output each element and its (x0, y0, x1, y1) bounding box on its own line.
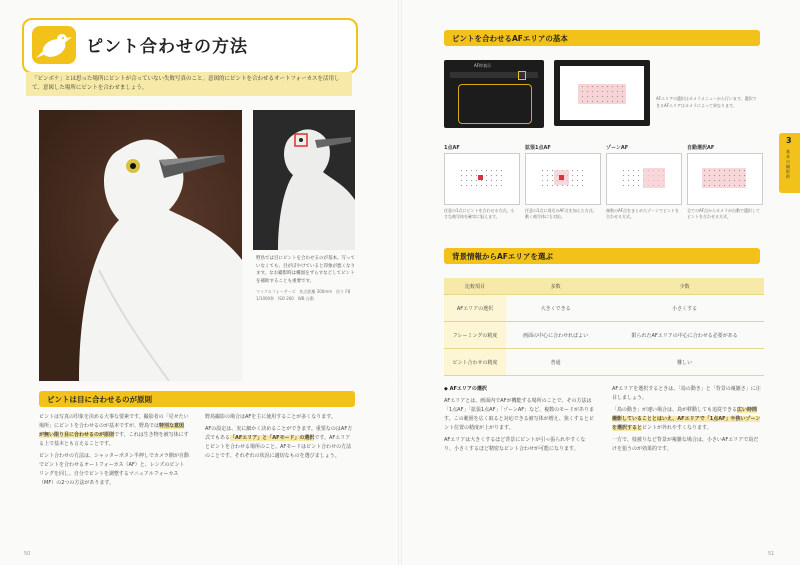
table-cell: 限られたAFエリアの中心に合わせる必要がある (605, 322, 764, 349)
camera-screen-right (554, 60, 650, 126)
section-heading-right-2-text: 背景情報からAFエリアを選ぶ (452, 252, 553, 261)
af-frame-outline (458, 84, 532, 124)
left-col2-para2: AFの設定は、実に細かく決めることができます。重要なのはAF方式でもある (205, 426, 353, 441)
caption-text: 野鳥では目にピントを合わせるのが基本。写っていなくても、目がぼやけていると印象が悪くなります。なお撮影時は構図をずらすなどしてピントを補助することも重要です。 (256, 256, 355, 284)
right-col1-para2: AFエリアは大きくするほど背景にピントが引っ張られやすくなり、小さくするほど精密なピント合わせが可能になります。 (444, 437, 586, 452)
right-col2-para2b: ピントが外れやすくなります。 (642, 425, 712, 431)
left-column-1 (39, 413, 189, 491)
right-column-1 (444, 385, 594, 457)
af-mode-card-4 (687, 144, 761, 220)
chapter-tab-label: 基本の撮影術 (786, 149, 790, 179)
af-mode-desc: 全てのAF点からカメラが自動で選択してピントを合わせる方式。 (687, 208, 761, 219)
section-heading-right-1-text: ピントを合わせるAFエリアの基本 (452, 34, 568, 43)
af-mode-card-2 (525, 144, 599, 220)
photo-caption (256, 255, 356, 302)
af-point-grid (580, 84, 624, 104)
table-header: 少数 (605, 278, 764, 295)
af-mode-label: 自動選択AF (687, 145, 715, 151)
table-row-label: ピント合わせの精度 (444, 349, 506, 376)
comparison-table (444, 278, 764, 376)
af-mode-frame (444, 153, 520, 205)
left-col1-highlight: 特別な意図が無い限り目に合わせるのが原則 (39, 423, 185, 438)
af-screen-label: AF枠表示 (474, 63, 492, 68)
af-mode-label: 拡張1点AF (525, 145, 551, 151)
af-mode-desc: 複数のAF点をまとめたゾーンでピントを合わせる方式。 (606, 208, 679, 219)
section-heading-right-1 (444, 30, 760, 46)
right-col2-highlight: 広い時間撮影していることとはいえ、AFエリアで「1点AF」や狭いゾーンを選択すると (612, 407, 761, 431)
right-col1-para1: AFエリアとは、画面内でAFが機能する場所のことで、その方法は「1点AF」「拡張1点AF」「ゾーンAF」など、複数のモードがあります。この範囲を広く取ると対応できる被写体が増え、狭くするとピント位置の精度が上がります。 (444, 398, 594, 431)
table-row (444, 322, 764, 349)
table-cell: 画面の中心に合わせればよい (506, 322, 605, 349)
left-col1-para1: ピントは写真の印象を決める大事な要素です。撮影者の「見せたい場所」にピントを合わせるのが基本ですが、野鳥では (39, 414, 189, 429)
left-col2-para1: 野鳥撮影の場合はAFを主に使用することが多くなります。 (205, 414, 336, 420)
right-sub-heading: ◆ AFエリアの選択 (444, 386, 487, 392)
af-selected-icon (518, 71, 526, 80)
af-active-point (559, 175, 564, 180)
camera-screen-left (444, 60, 544, 128)
table-header-row (444, 278, 764, 295)
egret-crop-photo (253, 110, 355, 250)
intro-text: 「ピンボケ」とは思った場所にピントが合っていない失敗写真のこと。意図的にピントを合わせるオートフォーカスを活用して、意図した場所にピントを合わせましょう。 (26, 72, 352, 96)
title-box (22, 18, 358, 74)
photo-settings: マイクロフォーサーズ 焦点距離 300mm 絞り F8 1/1000秒 ISO 200 WB 自動 (256, 289, 355, 301)
right-sub-heading-text: AFエリアの選択 (449, 386, 487, 392)
left-col1-para1b: です。これは生き物を被写体にする上で基本とも言えることです。 (39, 432, 189, 447)
af-dots (702, 168, 746, 188)
table-row-label: AFエリアの選択 (444, 295, 506, 322)
af-mode-frame (606, 153, 682, 205)
egret-photo (39, 110, 242, 381)
af-mode-label: ゾーンAF (606, 145, 629, 151)
af-mode-desc: 任意の1点にピントを合わせる方式。小さな被写体を確実に狙えます。 (444, 208, 515, 219)
gutter (398, 0, 402, 565)
right-column-2 (612, 385, 762, 457)
page-number-right: 51 (768, 551, 775, 557)
af-mode-frame (687, 153, 763, 205)
table-row (444, 349, 764, 376)
af-mode-desc: 任意の1点に周辺のAF点を加えた方式。動く被写体にも対応。 (525, 208, 597, 219)
section-heading-left-text: ピントは目に合わせるのが原則 (47, 395, 152, 404)
right-col2-para1: AFエリアを選択するときは、「鳥の動き」と「背景の複雑さ」に注目しましょう。 (612, 386, 761, 401)
table-header: 多数 (506, 278, 605, 295)
af-mode-card-3 (606, 144, 680, 220)
table-row-label: フレーミングの精度 (444, 322, 506, 349)
right-col2-para3: 一方で、枝被りなど背景が複雑な場合は、小さいAFエリアで鳥だけを狙うのが効果的です。 (612, 437, 759, 452)
left-col2-highlight: 「AFエリア」と「AFモード」の選択 (230, 435, 315, 441)
table-cell: 小さくする (605, 295, 764, 322)
chapter-tab (779, 133, 800, 193)
table-cell: 大きくできる (506, 295, 605, 322)
chapter-tab-number: 3 (786, 136, 792, 145)
right-col2-para2: 「鳥の動き」が速い場合は、鳥が移動しても追従できる (612, 407, 738, 413)
af-active-area (643, 168, 665, 188)
af-active-point (478, 175, 483, 180)
table-row (444, 295, 764, 322)
af-mode-label: 1点AF (444, 145, 460, 151)
table-cell: 難しい (605, 349, 764, 376)
viewfinder (560, 66, 644, 120)
bird-icon (32, 26, 76, 64)
left-col2-para2b: です。AFエリアとピントを合わせる場所のこと。AFモードはピント合わせの方法のことです。それぞれの状況に適切なものを選びましょう。 (205, 435, 352, 459)
left-col1-para2: ピント合わせの方法は、シャッターボタン半押しでカメラ側が自動でピントを合わせるオートフォーカス（AF）と、レンズのピントリングを回し、自分でピントを調整するマニュアルフォーカス（MF）の2つの方法があります。 (39, 453, 189, 486)
af-note: AFエリアの選択はカメラメニューから行います。選択できるAFエリアはカメラによって異なります。 (656, 96, 757, 108)
table-header: 比較項目 (444, 278, 506, 295)
af-mode-card-1 (444, 144, 518, 220)
section-heading-right-2 (444, 248, 760, 264)
left-column-2 (205, 413, 355, 464)
af-mode-frame (525, 153, 601, 205)
table-cell: 普通 (506, 349, 605, 376)
section-heading-left (39, 391, 355, 407)
page-title: ピント合わせの方法 (86, 37, 248, 57)
page-number-left: 50 (24, 551, 31, 557)
